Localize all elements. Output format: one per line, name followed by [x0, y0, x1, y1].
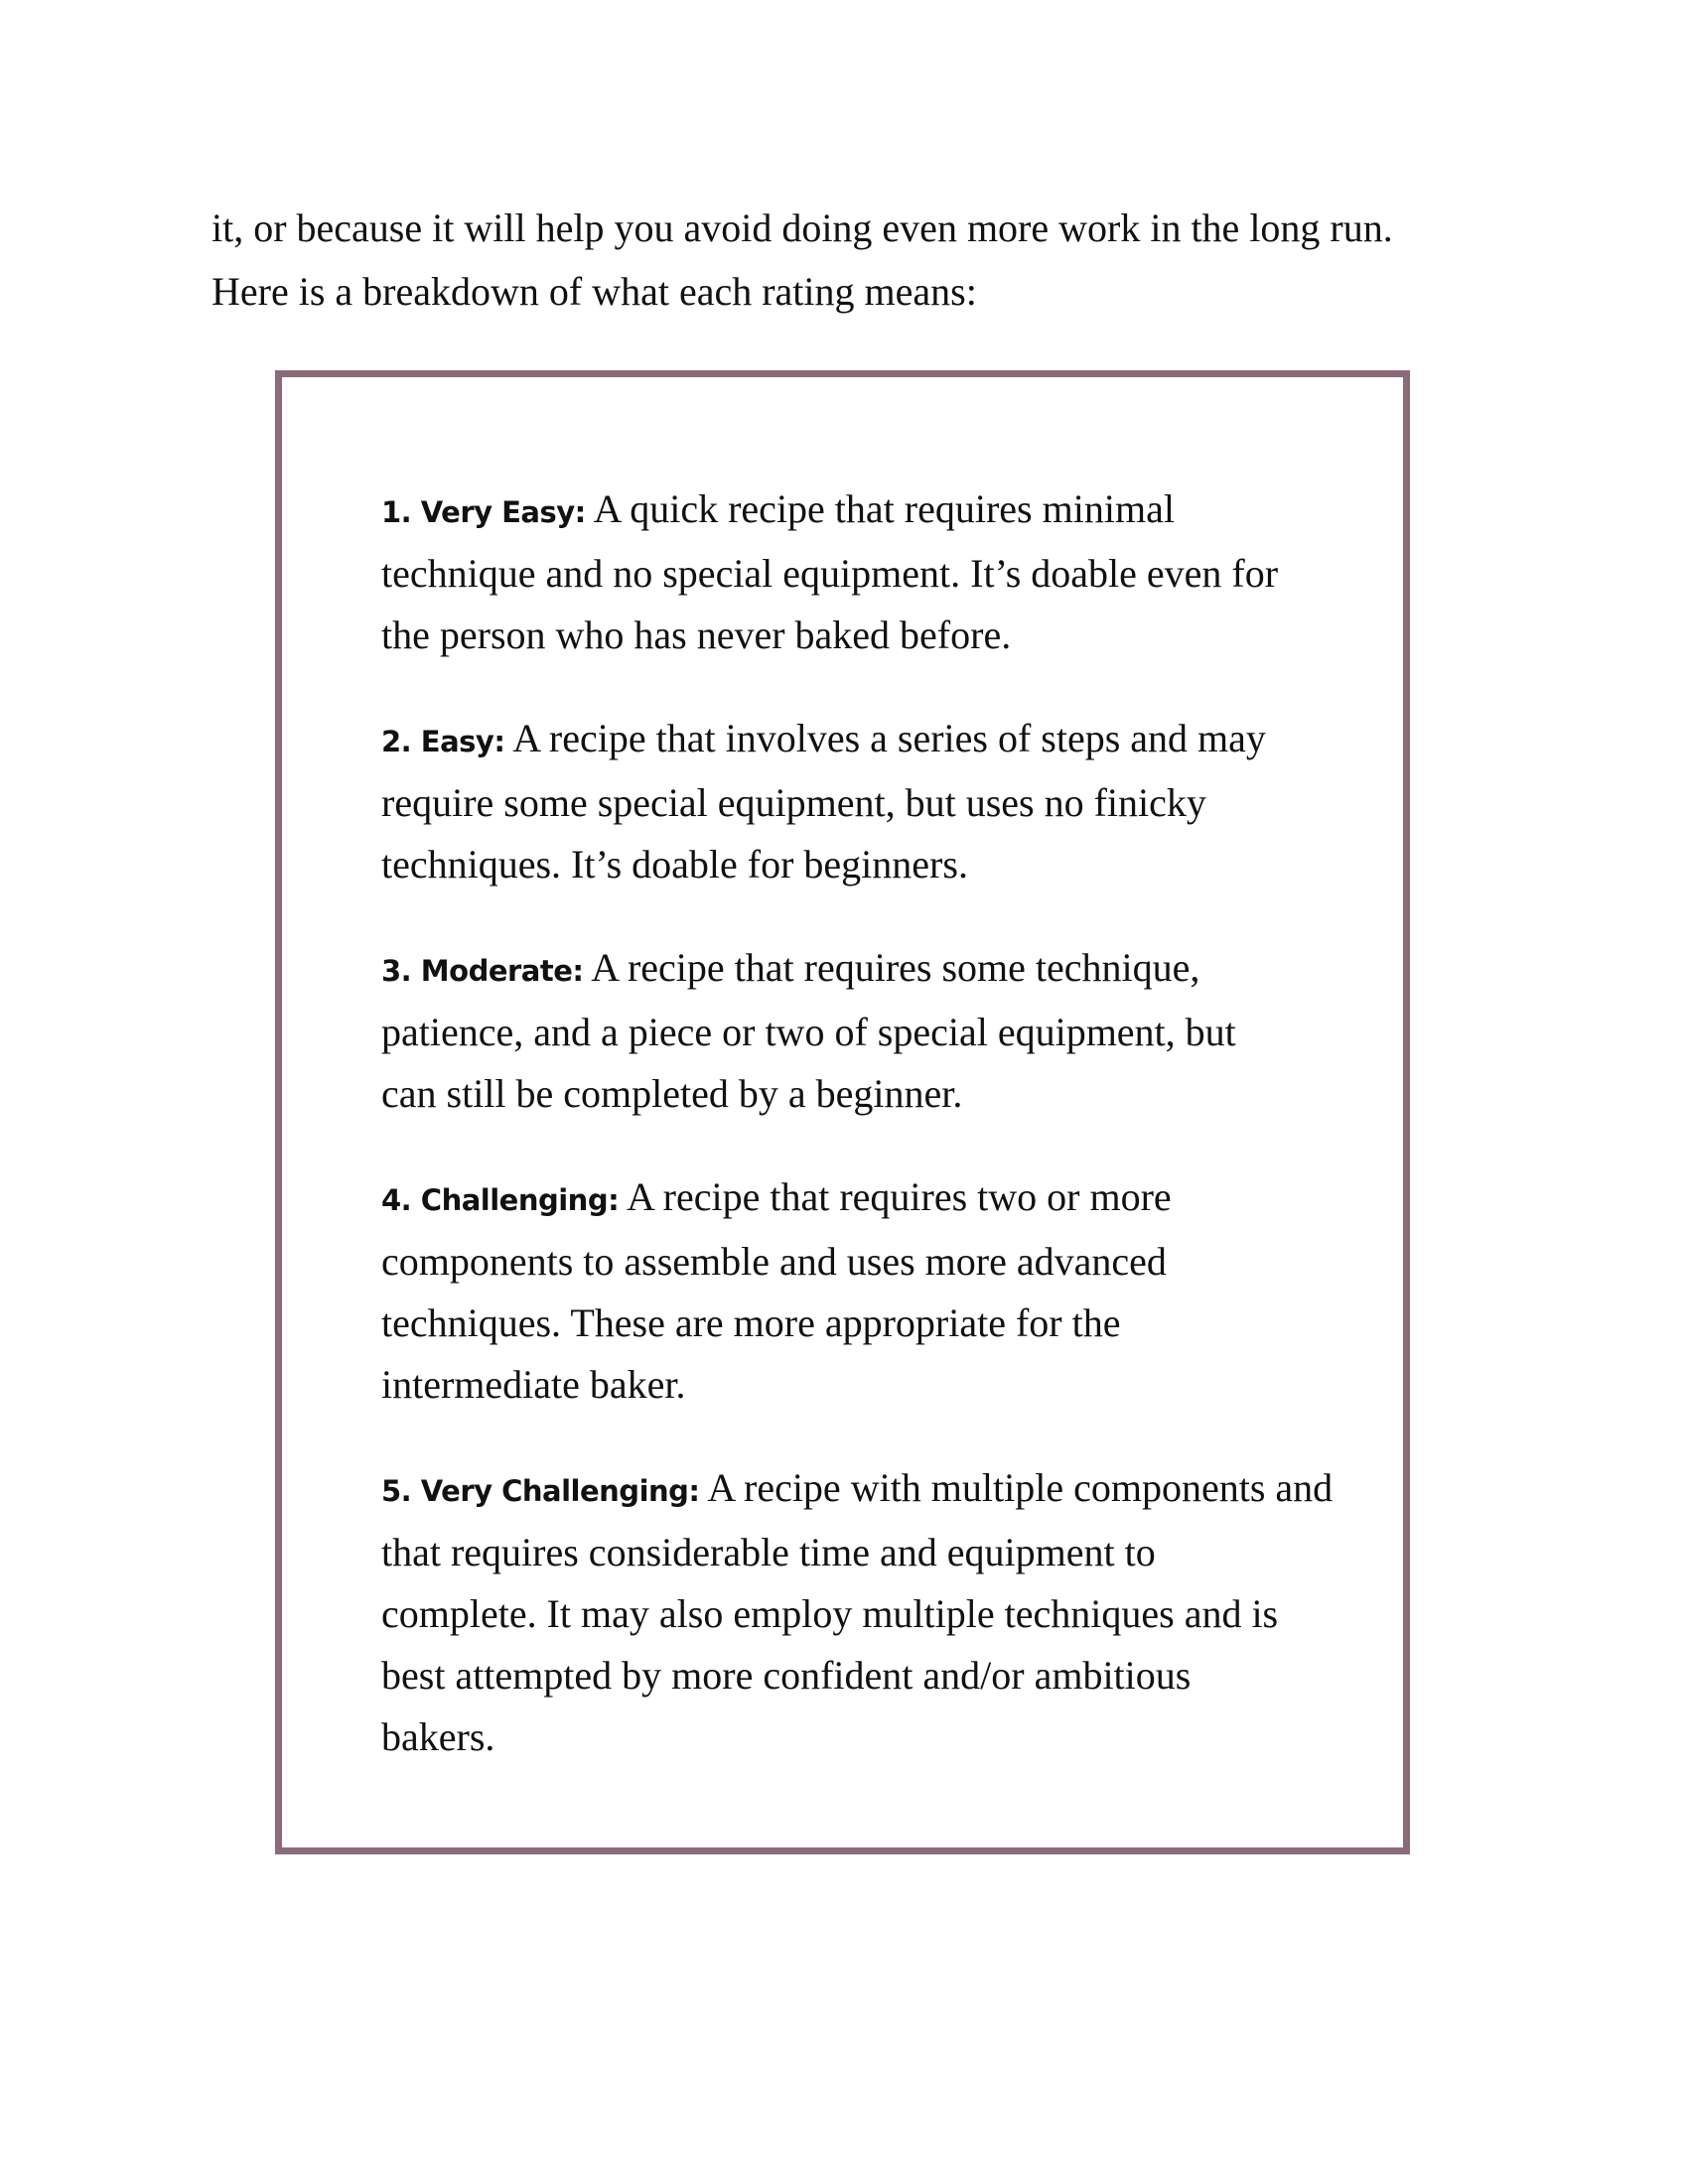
rating-item-very-challenging [381, 1457, 1374, 1768]
intro-line: it, or because it will help you avoid doing even more work in the long run. [211, 205, 1393, 250]
rating-label: 2. Easy: [381, 725, 505, 758]
rating-text: the person who has never baked before. [381, 613, 1012, 657]
intro-paragraph [211, 197, 1502, 324]
rating-item-very-easy [381, 478, 1374, 666]
rating-label: 4. Challenging: [381, 1183, 620, 1217]
rating-text: can still be completed by a beginner. [381, 1071, 963, 1116]
rating-text: best attempted by more confident and/or ambitious [381, 1653, 1192, 1698]
rating-item-easy [381, 708, 1374, 895]
rating-legend-box [275, 370, 1410, 1854]
rating-text: A recipe that involves a series of steps and may [512, 716, 1266, 760]
rating-label: 1. Very Easy: [381, 495, 586, 529]
rating-text: bakers. [381, 1714, 495, 1759]
rating-text: intermediate baker. [381, 1362, 686, 1407]
rating-text: complete. It may also employ multiple techniques and is [381, 1591, 1279, 1636]
rating-text: A recipe that requires two or more [626, 1174, 1172, 1219]
intro-line: Here is a breakdown of what each rating means: [211, 269, 977, 314]
rating-text: A recipe with multiple components and [707, 1465, 1334, 1510]
rating-text: technique and no special equipment. It’s doable even for [381, 551, 1279, 596]
rating-label: 5. Very Challenging: [381, 1474, 700, 1508]
rating-item-moderate [381, 937, 1374, 1125]
rating-text: components to assemble and uses more advanced [381, 1239, 1167, 1284]
rating-label: 3. Moderate: [381, 954, 584, 988]
rating-text: require some special equipment, but uses no finicky [381, 780, 1206, 825]
rating-text: patience, and a piece or two of special equipment, but [381, 1010, 1236, 1054]
rating-text: techniques. These are more appropriate for the [381, 1300, 1121, 1345]
rating-text: techniques. It’s doable for beginners. [381, 842, 968, 887]
rating-item-challenging [381, 1166, 1374, 1416]
rating-text: A quick recipe that requires minimal [593, 486, 1175, 531]
rating-text: A recipe that requires some technique, [591, 945, 1200, 990]
rating-list [381, 478, 1374, 1810]
rating-text: that requires considerable time and equipment to [381, 1530, 1156, 1574]
